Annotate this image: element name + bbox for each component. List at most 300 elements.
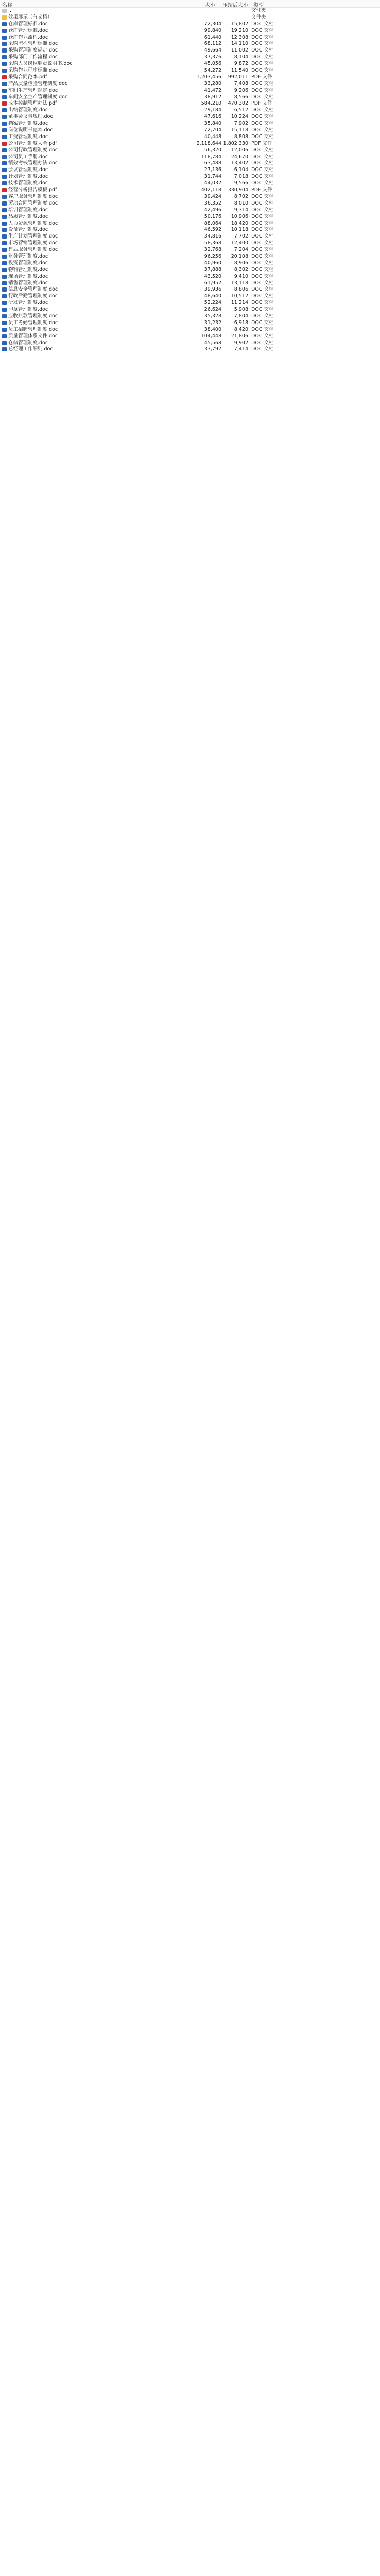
file-name: 销售管理制度.doc [8, 280, 48, 286]
file-packed-size: 21,806 [231, 333, 248, 339]
column-type-header[interactable]: 类型 [253, 3, 264, 8]
file-name: 售后服务管理制度.doc [8, 247, 58, 253]
doc-icon [2, 108, 7, 112]
file-row[interactable] [0, 167, 380, 174]
file-name: 经营分析报告模板.pdf [8, 187, 57, 193]
column-name-header[interactable]: 名称 [2, 3, 12, 8]
file-name: 人力资源管理制度.doc [8, 220, 58, 226]
doc-icon [2, 234, 7, 239]
file-list [0, 8, 380, 353]
doc-icon [2, 241, 7, 245]
file-type: DOC 文档 [251, 227, 274, 233]
file-row[interactable] [0, 221, 380, 227]
file-size: 37,888 [204, 266, 221, 273]
file-packed-size: 7,204 [234, 247, 248, 253]
file-size: 41,472 [204, 87, 221, 93]
file-name: 行政后勤管理制度.doc [8, 293, 58, 299]
file-type: DOC 文档 [251, 293, 274, 299]
file-row[interactable] [0, 121, 380, 127]
doc-icon [2, 148, 7, 152]
file-packed-size: 15,118 [231, 127, 248, 133]
file-row[interactable] [0, 274, 380, 280]
doc-icon [2, 168, 7, 172]
file-packed-size: 6,918 [234, 319, 248, 326]
file-packed-size: 24,670 [231, 154, 248, 160]
file-type: DOC 文档 [251, 47, 274, 54]
file-row[interactable] [0, 286, 380, 293]
file-size: 88,064 [204, 220, 221, 226]
file-row[interactable] [0, 54, 380, 61]
file-packed-size: 9,566 [234, 180, 248, 187]
file-row[interactable] [0, 247, 380, 253]
file-type: DOC 文档 [251, 233, 274, 240]
file-name: 效果展示（有文档） [8, 14, 53, 20]
doc-icon [2, 42, 7, 46]
file-name: 出纳管理制度.doc [8, 107, 48, 113]
doc-icon [2, 95, 7, 99]
file-type: DOC 文档 [251, 174, 274, 180]
doc-icon [2, 255, 7, 259]
file-name: 公司员工手册.doc [8, 154, 48, 160]
file-name: 工资管理制度.doc [8, 133, 48, 140]
file-packed-size: 7,902 [234, 121, 248, 127]
file-size: 72,704 [204, 127, 221, 133]
file-size: 33,280 [204, 80, 221, 87]
file-name: 客户服务管理制度.doc [8, 193, 58, 199]
file-type: DOC 文档 [251, 27, 274, 33]
file-packed-size: 15,802 [231, 21, 248, 27]
doc-icon [2, 308, 7, 312]
file-name: 培训管理制度.doc [8, 207, 48, 213]
file-row[interactable] [0, 327, 380, 333]
doc-icon [2, 268, 7, 272]
file-size: 118,784 [201, 154, 221, 160]
file-type: DOC 文档 [251, 54, 274, 60]
file-packed-size: 11,540 [231, 67, 248, 74]
file-type: DOC 文档 [251, 193, 274, 199]
file-row[interactable] [0, 107, 380, 114]
file-type: DOC 文档 [251, 313, 274, 319]
file-name: 采购人员岗位职责说明书.doc [8, 61, 73, 67]
file-name: 计划管理制度.doc [8, 174, 48, 180]
doc-icon [2, 281, 7, 285]
file-packed-size: 12,400 [231, 240, 248, 246]
file-name: 绩效考核管理办法.doc [8, 160, 58, 166]
doc-icon [2, 69, 7, 73]
file-packed-size: 992,011 [228, 74, 248, 80]
file-packed-size: 6,512 [234, 107, 248, 113]
file-packed-size: 8,806 [234, 286, 248, 293]
file-size: 96,256 [204, 253, 221, 259]
file-row[interactable] [0, 180, 380, 187]
file-name: 财务管理制度.doc [8, 253, 48, 259]
file-name: 质量管理体系文件.doc [8, 333, 58, 339]
file-size: 402,118 [201, 187, 221, 193]
file-packed-size: 9,206 [234, 87, 248, 93]
doc-icon [2, 195, 7, 199]
file-packed-size: 8,010 [234, 200, 248, 206]
doc-icon [2, 155, 7, 159]
doc-icon [2, 275, 7, 279]
file-size: 40,448 [204, 133, 221, 140]
file-size: 58,368 [204, 240, 221, 246]
file-packed-size: 5,908 [234, 307, 248, 313]
column-packed-header[interactable]: 压缩后大小 [222, 3, 248, 8]
file-name: 投资管理制度.doc [8, 260, 48, 266]
file-name: 董事会议事规则.doc [8, 114, 53, 120]
file-size: 584,210 [201, 100, 221, 107]
file-row[interactable] [0, 8, 380, 14]
file-row[interactable] [0, 47, 380, 54]
parent-folder-icon [2, 9, 7, 13]
file-packed-size: 14,110 [231, 41, 248, 47]
file-packed-size: 7,018 [234, 174, 248, 180]
file-row[interactable] [0, 147, 380, 154]
file-packed-size: 7,414 [234, 346, 248, 352]
file-name: .. [8, 8, 12, 13]
doc-icon [2, 208, 7, 212]
doc-icon [2, 55, 7, 59]
file-row[interactable] [0, 240, 380, 247]
file-row[interactable] [0, 280, 380, 287]
file-name: 员工招聘管理制度.doc [8, 326, 58, 332]
file-type: DOC 文档 [251, 240, 274, 246]
file-type: DOC 文档 [251, 333, 274, 339]
file-packed-size: 18,420 [231, 220, 248, 226]
file-type: PDF 文件 [251, 187, 272, 193]
file-size: 68,112 [204, 41, 221, 47]
file-name: 仓储管理制度.doc [8, 340, 48, 346]
doc-icon [2, 294, 7, 298]
file-size: 48,640 [204, 293, 221, 299]
doc-icon [2, 341, 7, 345]
file-name: 会议管理制度.doc [8, 167, 48, 173]
file-type: DOC 文档 [251, 273, 274, 279]
doc-icon [2, 287, 7, 292]
file-name: 公司行政管理制度.doc [8, 147, 58, 153]
file-packed-size: 10,224 [231, 114, 248, 120]
doc-icon [2, 82, 7, 86]
file-size: 2,118,644 [196, 140, 221, 146]
file-type: DOC 文档 [251, 154, 274, 160]
file-name: 印章管理制度.doc [8, 307, 48, 313]
file-type: DOC 文档 [251, 21, 274, 27]
file-name: 产品质量检验管理制度.doc [8, 80, 68, 87]
file-name: 生产计划管理制度.doc [8, 233, 58, 240]
file-name: 采购合同范本.pdf [8, 74, 47, 80]
file-row[interactable] [0, 300, 380, 307]
file-type: DOC 文档 [251, 127, 274, 133]
file-row[interactable] [0, 88, 380, 94]
file-size: 38,912 [204, 94, 221, 100]
file-row[interactable] [0, 174, 380, 180]
file-name: 采购管理制度规定.doc [8, 47, 58, 54]
file-type: DOC 文档 [251, 280, 274, 286]
folder-icon [2, 15, 7, 20]
file-row[interactable] [0, 307, 380, 313]
file-row[interactable] [0, 35, 380, 41]
file-name: 现场管理制度.doc [8, 273, 48, 279]
pdf-icon [2, 75, 7, 79]
column-size-header[interactable]: 大小 [205, 3, 215, 8]
file-row[interactable] [0, 253, 380, 260]
doc-icon [2, 181, 7, 185]
file-size: 1,203,456 [196, 74, 221, 80]
file-size: 46,592 [204, 227, 221, 233]
doc-icon [2, 128, 7, 132]
file-type: DOC 文档 [251, 41, 274, 47]
file-type: DOC 文档 [251, 253, 274, 259]
doc-icon [2, 314, 7, 318]
doc-icon [2, 248, 7, 252]
file-packed-size: 330,904 [228, 187, 248, 193]
file-name: 车间安全生产管理制度.doc [8, 94, 68, 100]
file-type: DOC 文档 [251, 220, 274, 226]
file-type: DOC 文档 [251, 207, 274, 213]
file-size: 27,136 [204, 167, 221, 173]
file-name: 总经理工作细则.doc [8, 346, 53, 352]
file-type: PDF 文件 [251, 100, 272, 107]
file-size: 26,624 [204, 307, 221, 313]
pdf-icon [2, 101, 7, 106]
file-packed-size: 12,308 [231, 34, 248, 40]
file-packed-size: 20,108 [231, 253, 248, 259]
doc-icon [2, 347, 7, 351]
file-packed-size: 8,566 [234, 94, 248, 100]
doc-icon [2, 135, 7, 139]
file-type: DOC 文档 [251, 213, 274, 219]
file-type: DOC 文档 [251, 200, 274, 206]
file-row[interactable] [0, 67, 380, 74]
file-name: 品质管理制度.doc [8, 213, 48, 219]
file-row[interactable] [0, 194, 380, 200]
file-size: 34,816 [204, 233, 221, 240]
pdf-icon [2, 188, 7, 192]
file-row[interactable] [0, 200, 380, 207]
file-name: 劳动合同管理制度.doc [8, 200, 58, 206]
file-type: DOC 文档 [251, 326, 274, 332]
file-name: 档案管理制度.doc [8, 121, 48, 127]
file-row[interactable] [0, 187, 380, 194]
file-packed-size: 8,104 [234, 54, 248, 60]
file-row[interactable] [0, 141, 380, 147]
file-size: 72,304 [204, 21, 221, 27]
doc-icon [2, 334, 7, 338]
file-type: DOC 文档 [251, 147, 274, 153]
file-name: 物料管理制度.doc [8, 266, 48, 273]
file-name: 仓库管理标准.doc [8, 21, 48, 27]
file-row[interactable] [0, 346, 380, 353]
file-packed-size: 10,118 [231, 227, 248, 233]
file-row[interactable] [0, 94, 380, 101]
file-type: 文件夹 [251, 14, 266, 20]
doc-icon [2, 328, 7, 332]
file-row[interactable] [0, 313, 380, 320]
file-row[interactable] [0, 61, 380, 67]
file-name: 员工考勤管理制度.doc [8, 319, 58, 326]
file-size: 35,840 [204, 121, 221, 127]
doc-icon [2, 201, 7, 206]
file-size: 45,568 [204, 340, 221, 346]
file-row[interactable] [0, 14, 380, 21]
doc-icon [2, 222, 7, 226]
file-row[interactable] [0, 333, 380, 340]
file-row[interactable] [0, 207, 380, 214]
file-size: 49,664 [204, 47, 221, 54]
file-size: 54,272 [204, 67, 221, 74]
file-type: DOC 文档 [251, 180, 274, 187]
file-packed-size: 11,214 [231, 300, 248, 306]
file-type: PDF 文件 [251, 140, 272, 146]
file-type: DOC 文档 [251, 94, 274, 100]
file-packed-size: 9,410 [234, 273, 248, 279]
file-size: 44,032 [204, 180, 221, 187]
file-size: 63,488 [204, 160, 221, 166]
doc-icon [2, 175, 7, 179]
file-type: DOC 文档 [251, 133, 274, 140]
file-type: DOC 文档 [251, 260, 274, 266]
file-packed-size: 9,314 [234, 207, 248, 213]
file-packed-size: 8,302 [234, 266, 248, 273]
file-size: 42,496 [204, 207, 221, 213]
file-size: 32,768 [204, 247, 221, 253]
file-size: 29,184 [204, 107, 221, 113]
file-row[interactable] [0, 100, 380, 107]
file-type: DOC 文档 [251, 340, 274, 346]
file-row[interactable] [0, 81, 380, 88]
file-row[interactable] [0, 114, 380, 121]
file-type: DOC 文档 [251, 107, 274, 113]
file-packed-size: 10,512 [231, 293, 248, 299]
file-size: 56,320 [204, 147, 221, 153]
file-row[interactable] [0, 260, 380, 267]
file-packed-size: 8,702 [234, 193, 248, 199]
file-name: 岗位说明书范本.doc [8, 127, 53, 133]
file-size: 39,936 [204, 286, 221, 293]
file-name: 设备管理制度.doc [8, 227, 48, 233]
file-packed-size: 10,906 [231, 213, 248, 219]
file-packed-size: 6,104 [234, 167, 248, 173]
file-row[interactable] [0, 320, 380, 327]
file-type: DOC 文档 [251, 121, 274, 127]
doc-icon [2, 36, 7, 40]
file-size: 104,448 [201, 333, 221, 339]
file-type: DOC 文档 [251, 80, 274, 87]
file-packed-size: 12,006 [231, 147, 248, 153]
file-size: 40,960 [204, 260, 221, 266]
file-type: DOC 文档 [251, 67, 274, 74]
file-name: 采购流程管理标准.doc [8, 41, 58, 47]
file-size: 31,232 [204, 319, 221, 326]
file-packed-size: 8,906 [234, 260, 248, 266]
file-name: 研发管理制度.doc [8, 300, 48, 306]
file-type: DOC 文档 [251, 300, 274, 306]
file-size: 50,176 [204, 213, 221, 219]
file-row[interactable] [0, 160, 380, 167]
file-type: DOC 文档 [251, 114, 274, 120]
file-row[interactable] [0, 227, 380, 233]
file-row[interactable] [0, 21, 380, 28]
file-type: DOC 文档 [251, 87, 274, 93]
doc-icon [2, 62, 7, 66]
file-packed-size: 470,302 [228, 100, 248, 107]
column-header [0, 0, 380, 8]
file-row[interactable] [0, 340, 380, 347]
file-row[interactable] [0, 41, 380, 47]
file-type: DOC 文档 [251, 167, 274, 173]
doc-icon [2, 89, 7, 93]
file-size: 38,400 [204, 326, 221, 332]
file-name: 车间生产管理规定.doc [8, 87, 58, 93]
file-size: 99,840 [204, 27, 221, 33]
file-name: 信息安全管理制度.doc [8, 286, 58, 293]
file-row[interactable] [0, 154, 380, 161]
file-type: DOC 文档 [251, 286, 274, 293]
file-name: 公司管理制度大全.pdf [8, 140, 57, 146]
file-size: 37,376 [204, 54, 221, 60]
doc-icon [2, 122, 7, 126]
file-row[interactable] [0, 267, 380, 274]
doc-icon [2, 261, 7, 265]
doc-icon [2, 115, 7, 119]
file-name: 采购作业程序标准.doc [8, 67, 58, 74]
file-packed-size: 19,210 [231, 27, 248, 33]
file-row[interactable] [0, 214, 380, 221]
file-packed-size: 9,872 [234, 61, 248, 67]
file-size: 39,424 [204, 193, 221, 199]
file-type: DOC 文档 [251, 319, 274, 326]
doc-icon [2, 215, 7, 219]
file-row[interactable] [0, 293, 380, 300]
file-type: DOC 文档 [251, 266, 274, 273]
file-name: 应收账款管理制度.doc [8, 313, 58, 319]
file-packed-size: 7,408 [234, 80, 248, 87]
file-size: 61,952 [204, 280, 221, 286]
file-packed-size: 7,702 [234, 233, 248, 240]
file-row[interactable] [0, 28, 380, 35]
file-row[interactable] [0, 233, 380, 240]
doc-icon [2, 301, 7, 305]
file-type: DOC 文档 [251, 307, 274, 313]
file-type: DOC 文档 [251, 160, 274, 166]
file-size: 43,520 [204, 273, 221, 279]
file-size: 52,224 [204, 300, 221, 306]
file-type: DOC 文档 [251, 61, 274, 67]
file-row[interactable] [0, 127, 380, 134]
file-packed-size: 1,802,330 [223, 140, 248, 146]
doc-icon [2, 321, 7, 325]
file-type: DOC 文档 [251, 346, 274, 352]
file-packed-size: 7,804 [234, 313, 248, 319]
file-packed-size: 8,420 [234, 326, 248, 332]
file-name: 市场营销管理制度.doc [8, 240, 58, 246]
file-name: 仓库管理标准.doc [8, 27, 48, 33]
file-size: 31,744 [204, 174, 221, 180]
file-type: 文件夹 [251, 8, 266, 13]
doc-icon [2, 48, 7, 53]
file-size: 35,328 [204, 313, 221, 319]
file-size: 36,352 [204, 200, 221, 206]
file-row[interactable] [0, 134, 380, 141]
doc-icon [2, 161, 7, 165]
file-name: 采购部门工作流程.doc [8, 54, 58, 60]
file-name: 仓库作业流程.doc [8, 34, 48, 40]
file-row[interactable] [0, 74, 380, 81]
file-type: DOC 文档 [251, 34, 274, 40]
file-name: 技术管理制度.doc [8, 180, 48, 187]
doc-icon [2, 22, 7, 26]
doc-icon [2, 228, 7, 232]
